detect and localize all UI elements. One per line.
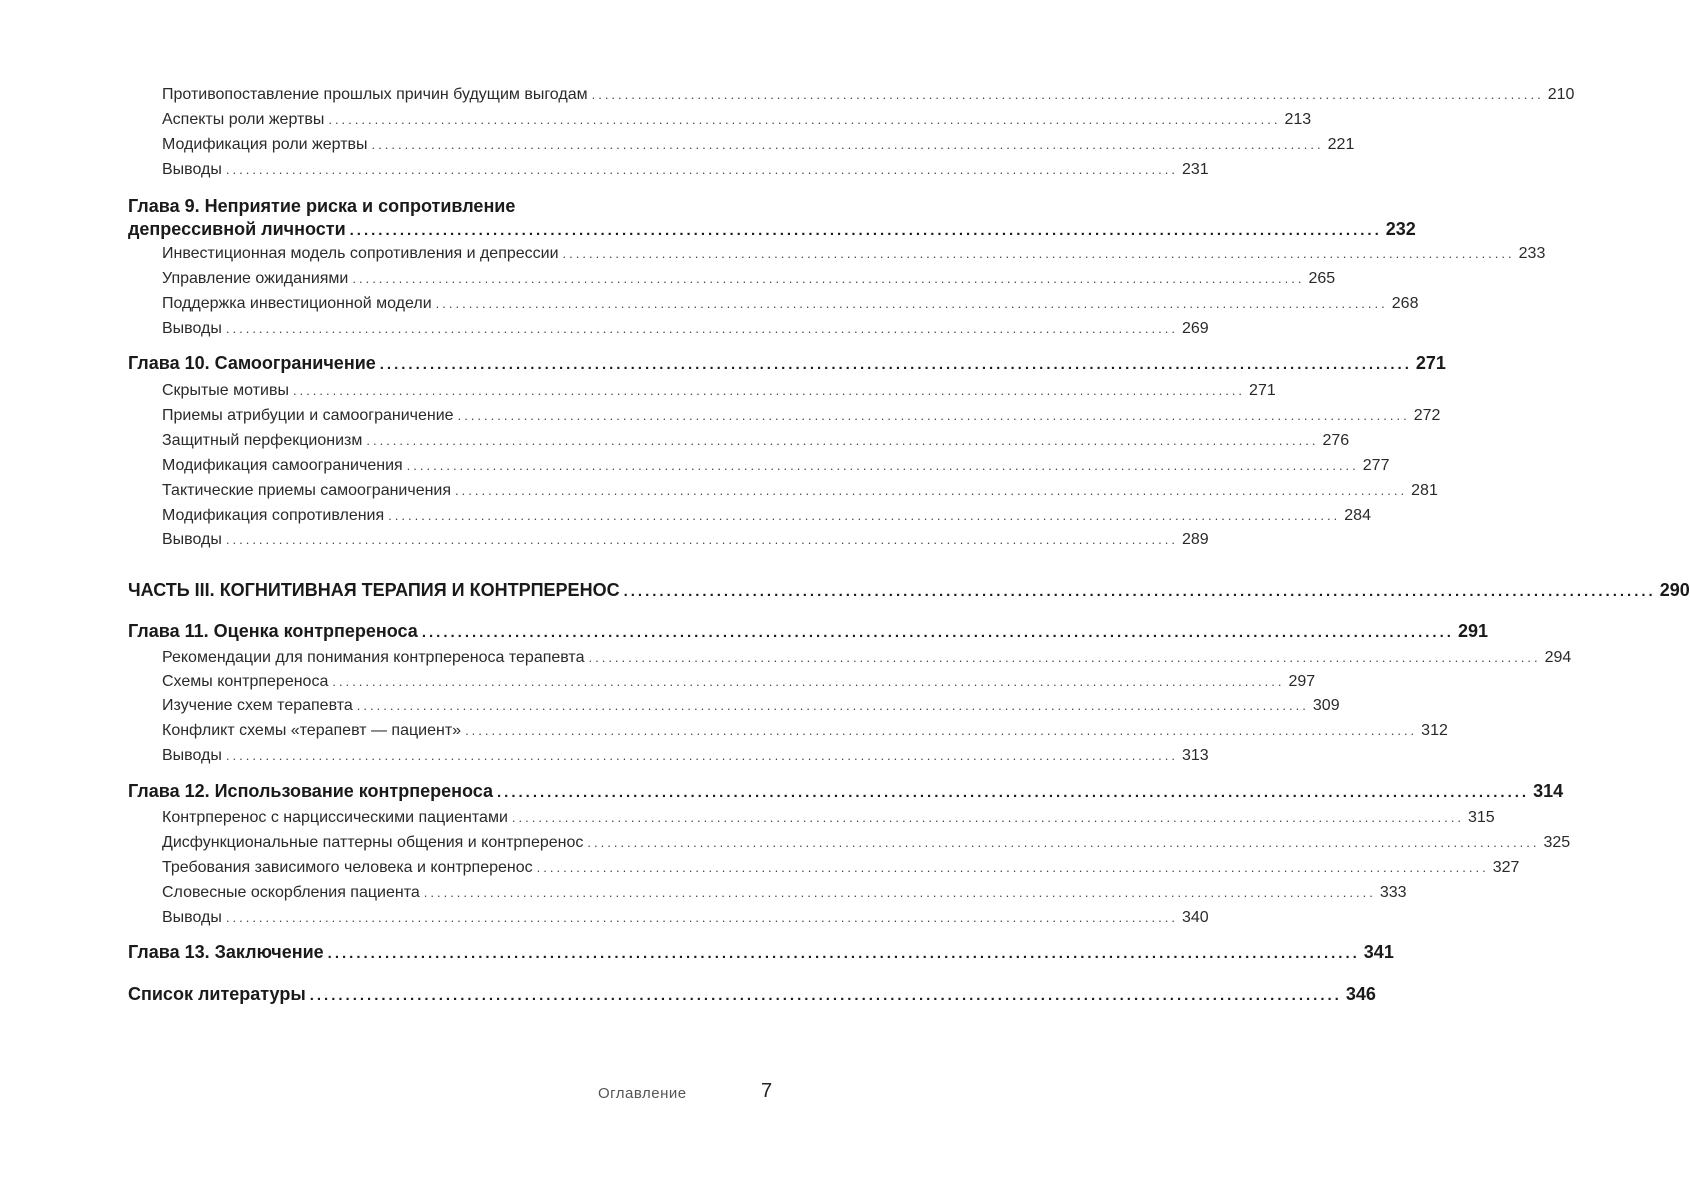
- dot-leader: ................................................................................................................................................: [332, 674, 1285, 689]
- dot-leader: ................................................................................................................................................: [423, 885, 1376, 900]
- dot-leader: ................................................................................................................................................: [623, 583, 1656, 600]
- toc-entry: [162, 531, 1209, 549]
- toc-entry: [162, 482, 1438, 500]
- toc-entry-title: Выводы: [162, 909, 222, 926]
- toc-entry-title: Тактические приемы самоограничения: [162, 482, 452, 499]
- toc-entry: [162, 673, 1316, 691]
- toc-entry: [162, 382, 1276, 400]
- toc-entry: [162, 722, 1448, 740]
- toc-entry-title: Выводы: [162, 161, 222, 178]
- toc-entry: [162, 507, 1371, 525]
- toc-entry-page: 269: [1181, 320, 1209, 337]
- chapter-9-title-line1: Глава 9. Неприятие риска и сопротивление: [128, 196, 516, 216]
- toc-entry-page: 333: [1379, 884, 1407, 901]
- toc-entry-page: 315: [1467, 809, 1495, 826]
- toc-entry: [162, 747, 1209, 765]
- toc-entry: [162, 136, 1355, 154]
- chapter-page: 314: [1533, 781, 1564, 801]
- toc-entry: [162, 111, 1312, 129]
- dot-leader: ................................................................................................................................................: [366, 433, 1319, 448]
- toc-entry-title: Модификация самоограничения: [162, 457, 403, 474]
- toc-entry-page: 289: [1181, 531, 1209, 548]
- toc-entry-page: 309: [1312, 697, 1340, 714]
- dot-leader: ................................................................................................................................................: [352, 271, 1305, 286]
- toc-entry-page: 325: [1543, 834, 1571, 851]
- toc-entry-page: 277: [1362, 457, 1390, 474]
- chapter-entry: [128, 621, 1488, 642]
- toc-entry-title: Выводы: [162, 747, 222, 764]
- toc-entry: [162, 432, 1350, 450]
- toc-entry-page: 276: [1322, 432, 1350, 449]
- dot-leader: ................................................................................................................................................: [465, 723, 1418, 738]
- toc-entry-title: Словесные оскорбления пациента: [162, 884, 420, 901]
- dot-leader: ................................................................................................................................................: [511, 810, 1464, 825]
- toc-entry-title: Контрперенос с нарциссическими пациентами: [162, 809, 508, 826]
- toc-entry-title: Защитный перфекционизм: [162, 432, 363, 449]
- toc-entry: [162, 407, 1441, 425]
- dot-leader: ................................................................................................................................................: [536, 860, 1489, 875]
- toc-entry-page: 210: [1547, 86, 1575, 103]
- dot-leader: ................................................................................................................................................: [349, 222, 1382, 239]
- toc-entry-title: Скрытые мотивы: [162, 382, 289, 399]
- toc-entry-title: Управление ожиданиями: [162, 270, 349, 287]
- part-entry: [128, 580, 1690, 601]
- toc-entry: [162, 834, 1571, 852]
- chapter-entry: [128, 781, 1564, 802]
- chapter-entry: [128, 353, 1446, 374]
- chapter-title: Глава 13. Заключение: [128, 942, 324, 962]
- dot-leader: ................................................................................................................................................: [457, 408, 1410, 423]
- toc-entry-page: 340: [1181, 909, 1209, 926]
- toc-entry-title: Модификация роли жертвы: [162, 136, 368, 153]
- toc-entry-page: 271: [1249, 382, 1276, 399]
- toc-entry-page: 268: [1391, 295, 1419, 312]
- toc-entry: [162, 86, 1575, 104]
- dot-leader: ................................................................................................................................................: [309, 987, 1342, 1004]
- chapter-page: 291: [1457, 621, 1488, 641]
- toc-entry: [162, 809, 1495, 827]
- dot-leader: ................................................................................................................................................: [327, 945, 1360, 962]
- toc-entry-page: 213: [1284, 111, 1312, 128]
- running-footer-label: Оглавление: [598, 1085, 687, 1102]
- chapter-page: 232: [1385, 219, 1416, 239]
- references-page: 346: [1345, 984, 1376, 1004]
- toc-entry-page: 284: [1344, 507, 1371, 524]
- chapter-title: Глава 12. Использование контрпереноса: [128, 781, 493, 801]
- toc-entry-title: Конфликт схемы «терапевт — пациент»: [162, 722, 462, 739]
- toc-entry-title: Дисфункциональные паттерны общения и контрперенос: [162, 834, 584, 851]
- chapter-entry: [128, 942, 1394, 963]
- chapter-title: депрессивной личности: [128, 219, 346, 239]
- dot-leader: ................................................................................................................................................: [421, 624, 1454, 641]
- dot-leader: ................................................................................................................................................: [587, 835, 1540, 850]
- dot-leader: ................................................................................................................................................: [356, 698, 1309, 713]
- dot-leader: ................................................................................................................................................: [591, 87, 1544, 102]
- dot-leader: ................................................................................................................................................: [379, 356, 1412, 373]
- toc-entry: [162, 649, 1572, 667]
- toc-entry: [162, 295, 1419, 313]
- toc-entry-title: Требования зависимого человека и контрперенос: [162, 859, 533, 876]
- toc-entry-title: Изучение схем терапевта: [162, 697, 353, 714]
- dot-leader: ................................................................................................................................................: [328, 112, 1281, 127]
- toc-entry-page: 221: [1327, 136, 1355, 153]
- toc-entry-page: 297: [1288, 673, 1316, 690]
- chapter-title: Глава 10. Самоограничение: [128, 353, 376, 373]
- toc-entry: [162, 270, 1336, 288]
- chapter-title: Глава 11. Оценка контрпереноса: [128, 621, 418, 641]
- toc-entry-page: 327: [1492, 859, 1520, 876]
- toc-entry: [162, 697, 1340, 715]
- dot-leader: ................................................................................................................................................: [455, 483, 1408, 498]
- toc-entry: [162, 884, 1407, 902]
- toc-entry-page: 281: [1411, 482, 1438, 499]
- chapter-entry: [128, 219, 1416, 240]
- toc-entry: [162, 320, 1209, 338]
- toc-entry-page: 312: [1421, 722, 1448, 739]
- toc-entry-page: 313: [1181, 747, 1209, 764]
- toc-entry-title: Поддержка инвестиционной модели: [162, 295, 432, 312]
- dot-leader: ................................................................................................................................................: [496, 784, 1530, 801]
- toc-entry-title: Приемы атрибуции и самоограничение: [162, 407, 454, 424]
- part-page: 290: [1659, 580, 1690, 600]
- dot-leader: ................................................................................................................................................: [225, 532, 1178, 547]
- dot-leader: ................................................................................................................................................: [225, 748, 1178, 763]
- toc-entry-title: Аспекты роли жертвы: [162, 111, 325, 128]
- dot-leader: ................................................................................................................................................: [225, 321, 1178, 336]
- toc-entry-page: 231: [1181, 161, 1209, 178]
- toc-entry-title: Инвестиционная модель сопротивления и депрессии: [162, 245, 559, 262]
- toc-entry-page: 272: [1413, 407, 1441, 424]
- toc-entry-title: Модификация сопротивления: [162, 507, 385, 524]
- toc-entry-title: Рекомендации для понимания контрпереноса терапевта: [162, 649, 585, 666]
- dot-leader: ................................................................................................................................................: [562, 246, 1515, 261]
- chapter-entry: [128, 984, 1376, 1005]
- toc-entry: [162, 161, 1209, 179]
- toc-entry: [162, 859, 1520, 877]
- toc-entry: [162, 909, 1209, 927]
- part-title: ЧАСТЬ III. КОГНИТИВНАЯ ТЕРАПИЯ И КОНТРПЕРЕНОС: [128, 580, 620, 600]
- dot-leader: ................................................................................................................................................: [371, 137, 1324, 152]
- dot-leader: ................................................................................................................................................: [388, 508, 1341, 523]
- dot-leader: ................................................................................................................................................: [225, 162, 1178, 177]
- references-title: Список литературы: [128, 984, 306, 1004]
- toc-entry-title: Выводы: [162, 320, 222, 337]
- toc-entry-page: 233: [1518, 245, 1546, 262]
- dot-leader: ................................................................................................................................................: [225, 910, 1178, 925]
- toc-entry-title: Выводы: [162, 531, 222, 548]
- dot-leader: ................................................................................................................................................: [435, 296, 1388, 311]
- toc-entry-title: Схемы контрпереноса: [162, 673, 329, 690]
- dot-leader: ................................................................................................................................................: [406, 458, 1359, 473]
- toc-entry: [162, 245, 1546, 263]
- toc-entry-page: 294: [1544, 649, 1572, 666]
- toc-entry: [162, 457, 1390, 475]
- dot-leader: ................................................................................................................................................: [588, 650, 1541, 665]
- chapter-page: 271: [1415, 353, 1446, 373]
- page-number: 7: [761, 1080, 773, 1102]
- toc-entry-page: 265: [1308, 270, 1336, 287]
- dot-leader: ................................................................................................................................................: [292, 383, 1246, 398]
- chapter-page: 341: [1363, 942, 1394, 962]
- toc-entry-title: Противопоставление прошлых причин будущим выгодам: [162, 86, 588, 103]
